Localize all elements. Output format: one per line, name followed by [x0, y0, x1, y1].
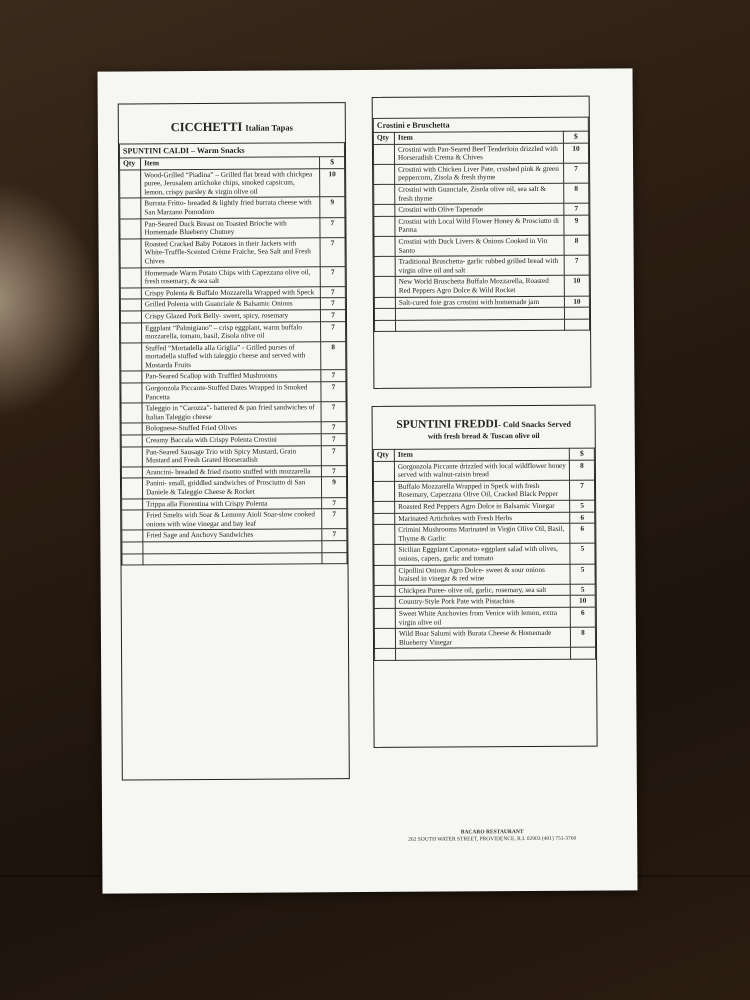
- warm-snacks-table: [119, 156, 347, 566]
- qty-cell[interactable]: [374, 565, 395, 585]
- freddi-title: [373, 406, 595, 431]
- price-cell: 9: [320, 197, 345, 217]
- price-cell: 7: [321, 402, 346, 422]
- price-cell: 10: [564, 275, 589, 295]
- blank-cell: [322, 541, 347, 553]
- price-cell: 8: [564, 235, 589, 255]
- price-cell: 10: [564, 296, 589, 308]
- freddi-panel: [372, 405, 598, 748]
- table-row: [374, 163, 589, 185]
- price-cell: 7: [569, 480, 594, 500]
- item-cell: Roasted Cracked Baby Potatoes in their Jackets with White-Truffle-Scented Crème Fraiche, Sea Salt and Fresh Chives: [141, 238, 320, 268]
- table-row: [374, 255, 589, 277]
- item-cell: Sicilian Eggplant Caponata- eggplant salad with olives, onions, capers, garlic and tomato: [395, 544, 570, 565]
- crostini-heading: Crostini e Bruschetta: [373, 117, 589, 132]
- item-cell: Crostini with Chicken Liver Pate, crushed pink & green peppercorn, Zisola & fresh thyme: [395, 163, 564, 184]
- qty-cell[interactable]: [121, 467, 142, 479]
- qty-cell[interactable]: [374, 501, 395, 513]
- table-row: [373, 143, 588, 165]
- price-cell: 7: [321, 434, 346, 446]
- item-cell: Crostini with Olive Tapenade: [395, 203, 564, 216]
- table-row: [374, 480, 595, 502]
- light-glare: [0, 180, 100, 420]
- table-row: [120, 217, 345, 239]
- table-row: [374, 543, 595, 565]
- item-header: Item: [394, 448, 569, 461]
- qty-cell[interactable]: [374, 256, 395, 276]
- item-cell: Fried Smelts with Soar & Lemony Aioli Soar-slow cooked onions with wine vinegar and bay leaf: [143, 509, 322, 530]
- price-cell: 8: [564, 183, 589, 203]
- qty-header: Qty: [120, 158, 141, 170]
- item-cell: Homemade Warm Potato Chips with Capezzana olive oil, fresh rosemary, & sea salt: [141, 266, 320, 287]
- table-row: [121, 321, 346, 343]
- item-cell: Pan-Seared Duck Breast on Toasted Brioche with Homemade Blueberry Chutney: [141, 217, 320, 238]
- qty-cell[interactable]: [374, 545, 395, 565]
- item-cell: Crostini with Duck Livers & Onions Cooked in Vin Santo: [395, 235, 564, 256]
- item-cell: Marinated Artichokes with Fresh Herbs: [395, 512, 570, 525]
- price-cell: 7: [321, 465, 346, 477]
- item-header: Item: [141, 157, 320, 170]
- cold-snacks-body: [373, 460, 595, 661]
- qty-cell[interactable]: [374, 204, 395, 216]
- table-row: [121, 341, 346, 371]
- item-cell: Gorgonzola Piccante drizzled with local wildflower honey served with walnut-raisin bread: [394, 460, 569, 481]
- cicchetti-panel: [118, 102, 350, 780]
- qty-cell[interactable]: [121, 447, 142, 467]
- item-cell: Wild Boar Salumi with Burata Cheese & Homemade Blueberry Vinegar: [395, 627, 570, 648]
- qty-cell[interactable]: [374, 184, 395, 204]
- price-cell: 7: [320, 266, 345, 286]
- qty-cell[interactable]: [374, 585, 395, 597]
- qty-cell[interactable]: [121, 322, 142, 342]
- price-cell: 7: [322, 529, 347, 541]
- qty-cell[interactable]: [120, 267, 141, 287]
- qty-cell[interactable]: [121, 383, 142, 403]
- table-row: [374, 523, 595, 545]
- warm-snacks-body: [120, 168, 347, 565]
- item-cell: Burrata Fritto- breaded & lightly fried burrata cheese with San Marzano Pomodoro: [141, 197, 320, 218]
- price-header: $: [569, 448, 594, 460]
- table-row: [121, 382, 346, 404]
- blank-cell: [375, 320, 396, 332]
- menu-sheet: [97, 68, 637, 893]
- item-cell: Pan-Seared Scallop with Truffled Mushrooms: [142, 370, 321, 383]
- qty-cell[interactable]: [373, 461, 394, 481]
- price-cell: 5: [570, 543, 595, 563]
- cicchetti-title: [119, 103, 345, 143]
- price-cell: 9: [564, 215, 589, 235]
- price-cell: 7: [564, 163, 589, 183]
- table-row: [373, 460, 594, 482]
- qty-cell[interactable]: [120, 218, 141, 238]
- item-cell: Crostini with Local Wild Flower Honey & Prosciutto di Parma: [395, 215, 564, 236]
- crostini-panel: [372, 96, 592, 389]
- item-cell: Roasted Red Peppers Agro Dolce in Balsamic Vinegar: [395, 500, 570, 513]
- price-cell: 8: [321, 341, 346, 370]
- qty-cell[interactable]: [122, 530, 143, 542]
- qty-header: Qty: [373, 132, 394, 144]
- qty-cell[interactable]: [121, 343, 142, 372]
- qty-header: Qty: [373, 449, 394, 461]
- cicchetti-subtitle: Italian Tapas: [245, 122, 293, 133]
- price-cell: 5: [570, 564, 595, 584]
- item-cell: Cipollini Onions Agro Dolce- sweet & sour onions braised in vinegar & red wine: [395, 564, 570, 585]
- price-cell: 7: [321, 370, 346, 382]
- table-row: [121, 402, 346, 424]
- restaurant-name: BACARO RESTAURANT: [460, 829, 524, 836]
- item-cell: Fried Sage and Anchovy Sandwiches: [143, 529, 322, 542]
- table-row: [121, 477, 346, 499]
- table-row: [374, 275, 589, 297]
- blank-cell: [571, 647, 596, 659]
- item-cell: Crostini with Pan-Seared Beef Tenderloin drizzled with Horseradish Crema & Chives: [394, 143, 563, 164]
- freddi-subtitle: - Cold Snacks Served: [498, 419, 571, 430]
- qty-cell[interactable]: [120, 239, 141, 268]
- blank-cell: [374, 308, 395, 320]
- item-cell: Panini- small, griddled sandwiches of Prosciutto di San Daniele & Taleggio Cheese & Rocket: [142, 477, 321, 498]
- qty-cell[interactable]: [374, 608, 395, 628]
- blank-cell: [375, 649, 396, 661]
- item-cell: Bolognese-Stuffed Fried Olives: [142, 422, 321, 435]
- price-cell: 10: [320, 168, 345, 197]
- item-cell: Crispy Glazed Pork Belly- sweet, spicy, rosemary: [141, 310, 320, 323]
- item-cell: Traditional Bruschetta- garlic rubbed grilled bread with virgin olive oil and salt: [395, 255, 564, 276]
- qty-cell[interactable]: [122, 498, 143, 510]
- price-cell: 7: [321, 321, 346, 341]
- qty-cell[interactable]: [121, 371, 142, 383]
- qty-cell[interactable]: [374, 524, 395, 544]
- restaurant-footer: [352, 828, 632, 844]
- price-cell: 7: [320, 217, 345, 237]
- price-cell: 9: [321, 477, 346, 497]
- item-cell: Chickpea Puree- olive oil, garlic, rosemary, sea salt: [395, 584, 570, 597]
- price-cell: 7: [564, 203, 589, 215]
- freddi-subtitle-2: with fresh bread & Tuscan olive oil: [427, 430, 540, 441]
- price-cell: 5: [570, 584, 595, 596]
- price-cell: 7: [321, 382, 346, 402]
- item-cell: Buffalo Mozzarella Wrapped in Speck with fresh Rosemary, Capezzana Olive Oil, Cracked Black Pepper: [395, 480, 570, 501]
- qty-cell[interactable]: [374, 513, 395, 525]
- item-cell: Stuffed “Mortadella alla Griglia” - Grilled purses of mortadella stuffed with taleggio cheese and served with Mostarda Fruits: [142, 341, 321, 371]
- restaurant-address: 262 SOUTH WATER STREET, PROVIDENCE, R.I. 02903 (401) 751-3700: [408, 835, 577, 843]
- table-row: [120, 266, 345, 288]
- price-cell: 5: [570, 500, 595, 512]
- qty-cell[interactable]: [374, 628, 395, 648]
- blank-cell: [143, 552, 322, 565]
- item-cell: Creamy Baccala with Crispy Polenta Crostini: [142, 434, 321, 447]
- table-row: [374, 215, 589, 237]
- qty-cell[interactable]: [374, 236, 395, 256]
- item-header: Item: [394, 131, 563, 144]
- price-header: $: [320, 157, 345, 169]
- qty-cell[interactable]: [120, 288, 141, 300]
- price-header: $: [563, 131, 588, 143]
- item-cell: Grilled Polenta with Guanciale & Balsamic Onions: [141, 298, 320, 311]
- blank-cell: [396, 319, 565, 332]
- price-cell: 7: [322, 509, 347, 529]
- blank-row: [375, 319, 590, 332]
- price-cell: 10: [570, 595, 595, 607]
- blank-cell: [564, 307, 589, 319]
- item-cell: Eggplant “Palmigiano” – crisp eggplant, warm buffalo mozzarella, tomato, basil, Zisola olive oil: [142, 321, 321, 342]
- item-cell: Salt-cured foie gras crostini with homemade jam: [395, 296, 564, 309]
- price-cell: 7: [320, 298, 345, 310]
- item-cell: Country-Style Pork Pate with Pistachios: [395, 596, 570, 609]
- price-cell: 7: [321, 445, 346, 465]
- qty-cell[interactable]: [374, 597, 395, 609]
- item-cell: Trippa alla Fiorentina with Crispy Polenta: [143, 497, 322, 510]
- table-row: [374, 607, 595, 629]
- table-row: [120, 168, 345, 198]
- table-row: [374, 235, 589, 257]
- price-cell: 10: [563, 143, 588, 163]
- qty-cell[interactable]: [120, 311, 141, 323]
- item-cell: Gorgonzola Piccante-Stuffed Dates Wrapped in Smoked Pancetta: [142, 382, 321, 403]
- table-row: [374, 627, 595, 649]
- qty-cell[interactable]: [373, 144, 394, 164]
- price-cell: 8: [570, 627, 595, 647]
- qty-cell[interactable]: [120, 198, 141, 218]
- blank-cell: [122, 542, 143, 554]
- blank-cell: [122, 553, 143, 565]
- qty-cell[interactable]: [121, 423, 142, 435]
- price-cell: 6: [570, 607, 595, 627]
- item-cell: New World Bruschetta Buffalo Mozzarella, Roasted Red Peppers Agro Dolce & Wild Rocket: [395, 276, 564, 297]
- qty-cell[interactable]: [374, 164, 395, 184]
- qty-cell[interactable]: [122, 510, 143, 530]
- table-row: [374, 183, 589, 205]
- blank-cell: [396, 648, 571, 661]
- table-row: [120, 237, 345, 267]
- qty-cell[interactable]: [121, 478, 142, 498]
- price-cell: 7: [321, 422, 346, 434]
- qty-cell[interactable]: [374, 481, 395, 501]
- table-row: [122, 509, 347, 531]
- price-cell: 7: [320, 310, 345, 322]
- blank-row: [122, 552, 347, 565]
- price-cell: 7: [322, 497, 347, 509]
- crostini-body: [373, 143, 589, 332]
- table-row: [120, 197, 345, 219]
- cicchetti-title-text: CICCHETTI: [170, 119, 243, 135]
- qty-cell[interactable]: [120, 169, 141, 198]
- item-cell: Crostini with Guanciale, Zisola olive oil, sea salt & fresh thyme: [395, 183, 564, 204]
- qty-cell[interactable]: [121, 403, 142, 423]
- qty-cell[interactable]: [374, 297, 395, 309]
- item-cell: Pan-Seared Sausage Trio with Spicy Mustard, Grain Mustard and Fresh Grated Horseradish: [142, 445, 321, 466]
- qty-cell[interactable]: [374, 277, 395, 297]
- price-cell: 6: [570, 512, 595, 524]
- price-cell: 7: [320, 286, 345, 298]
- price-cell: 7: [564, 255, 589, 275]
- crostini-table: [373, 131, 590, 333]
- qty-cell[interactable]: [121, 435, 142, 447]
- qty-cell[interactable]: [120, 299, 141, 311]
- item-cell: Arancini- breaded & fried risotto stuffed with mozzarella: [142, 466, 321, 479]
- blank-row: [375, 647, 596, 660]
- blank-cell: [322, 552, 347, 564]
- qty-cell[interactable]: [374, 216, 395, 236]
- item-cell: Taleggio in “Carozza”- battered & pan fried sandwiches of Italian Taleggio cheese: [142, 402, 321, 423]
- price-cell: 8: [569, 460, 594, 480]
- warm-snacks-heading: SPUNTINI CALDI – Warm Snacks: [119, 142, 345, 157]
- blank-cell: [395, 307, 564, 320]
- blank-cell: [565, 319, 590, 331]
- item-cell: Crimini Mushrooms Marinated in Virgin Olive Oil, Basil, Thyme & Garlic: [395, 523, 570, 544]
- table-row: [374, 564, 595, 586]
- freddi-title-text: SPUNTINI FREDDI: [396, 418, 499, 431]
- item-cell: Wood-Grilled “Piadina” – Grilled flat bread with chickpea puree, Jerusalem artichoke chips, smoked capsicum, lemon, crispy parsley & virgin olive oil: [141, 168, 320, 198]
- table-row: [121, 445, 346, 467]
- cold-snacks-table: [373, 448, 596, 661]
- item-cell: Crispy Polenta & Buffalo Mozzarella Wrapped with Speck: [141, 287, 320, 300]
- price-cell: 6: [570, 523, 595, 543]
- item-cell: Sweet White Anchovies from Venice with lemon, extra virgin olive oil: [395, 607, 570, 628]
- price-cell: 7: [320, 237, 345, 266]
